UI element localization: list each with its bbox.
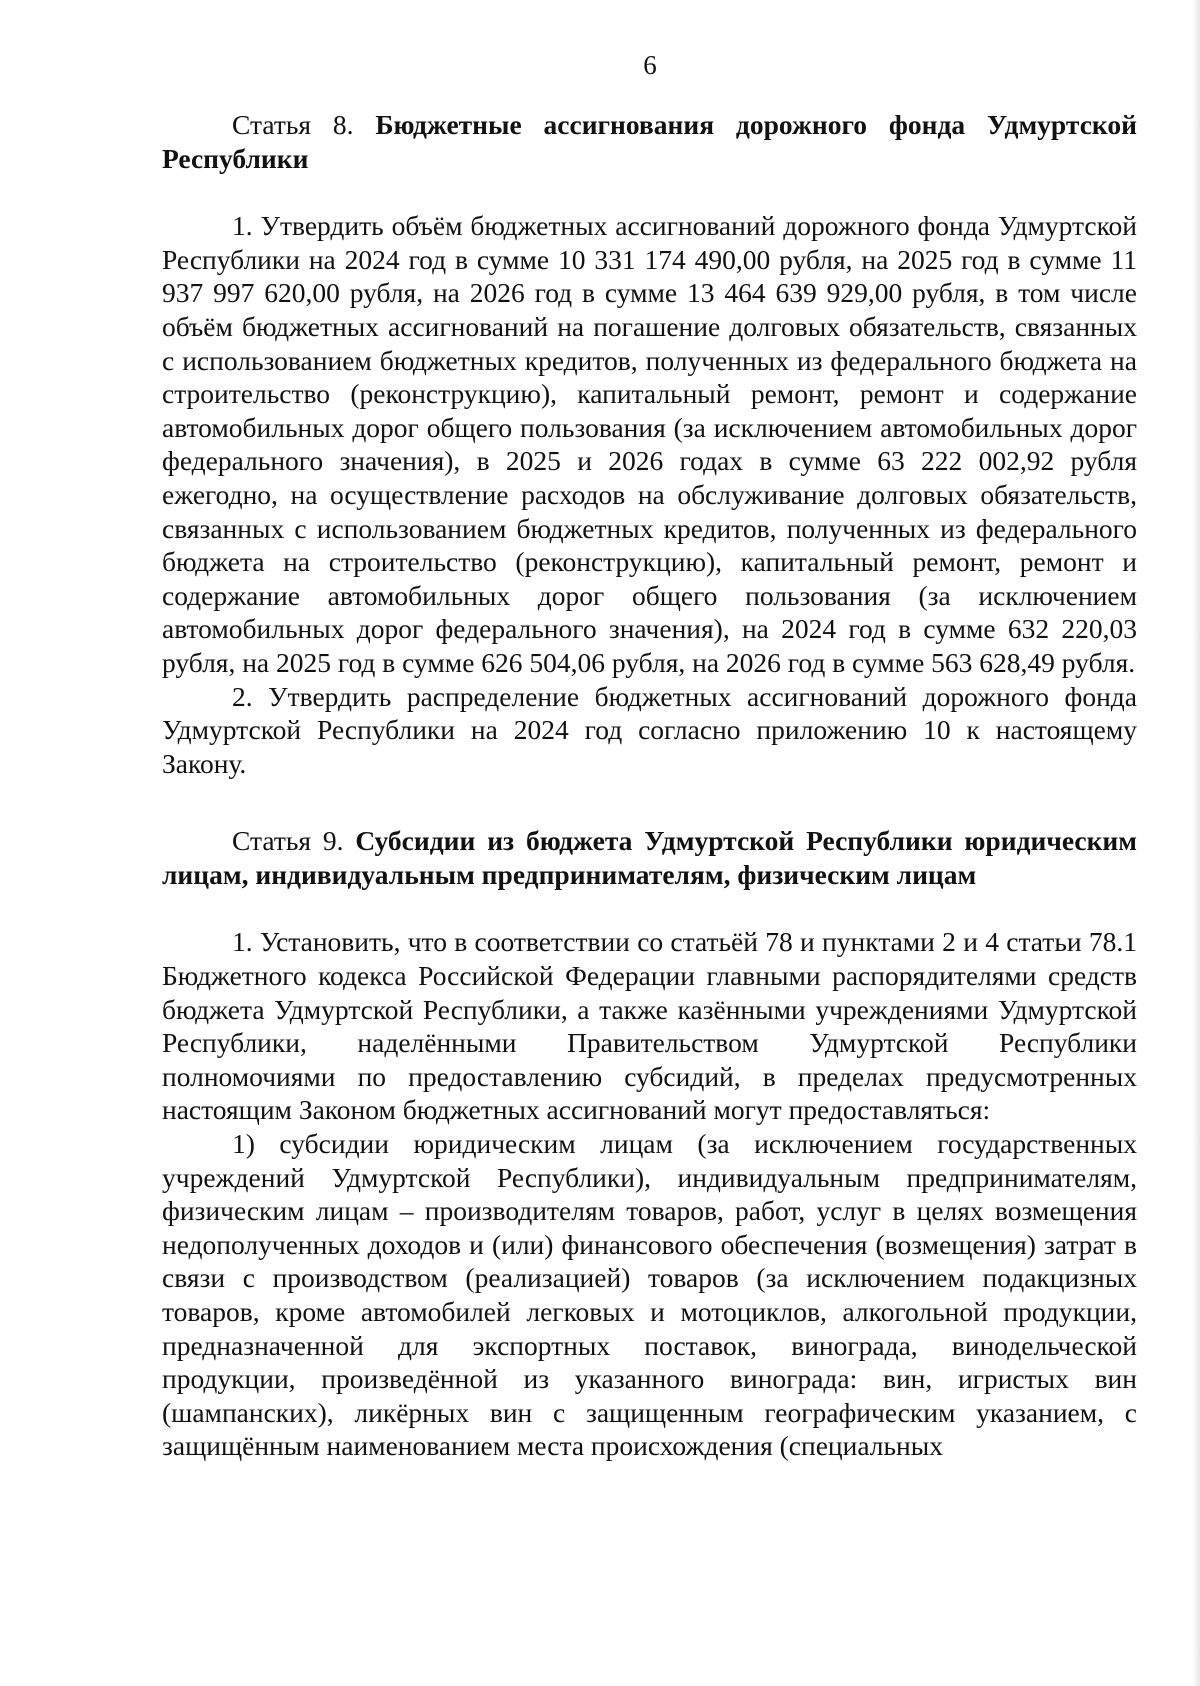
article-9-title: Субсидии из бюджета Удмуртской Республики юридическим лицам, индивидуальным предпринимателям, физическим лицам xyxy=(162,825,1137,890)
article-8-paragraph-2: 2. Утвердить распределение бюджетных ассигнований дорожного фонда Удмуртской Республики на 2024 год согласно приложению 10 к настоящему Закону. xyxy=(162,680,1137,779)
article-9-heading xyxy=(162,824,1137,891)
article-8-paragraph-1: 1. Утвердить объём бюджетных ассигнований дорожного фонда Удмуртской Республики на 2024 год в сумме 10 331 174 490,00 рубля, на 2025 год в сумме 11 937 997 620,00 рубля, на 2026 год в сумме 13 464 639 929,00 рубля, в том числе объём бюджетных ассигнований на погашение долговых обязательств, связанных с использованием бюджетных кредитов, полученных из федерального бюджета на строительство (реконструкцию), капитальный ремонт, ремонт и содержание автомобильных дорог общего пользования (за исключением автомобильных дорог федерального значения), в 2025 и 2026 годах в сумме 63 222 002,92 рубля ежегодно, на осуществление расходов на обслуживание долговых обязательств, связанных с использованием бюджетных кредитов, полученных из федерального бюджета на строительство (реконструкцию), капитальный ремонт, ремонт и содержание автомобильных дорог общего пользования (за исключением автомобильных дорог федерального значения), на 2024 год в сумме 632 220,03 рубля, на 2025 год в сумме 626 504,06 рубля, на 2026 год в сумме 563 628,49 рубля. xyxy=(162,210,1137,678)
page-edge-scan-artifact xyxy=(1192,0,1200,1686)
document-body xyxy=(162,108,1137,1463)
page-number: 6 xyxy=(643,50,657,80)
article-8-heading xyxy=(162,108,1137,175)
article-9-paragraph-1: 1. Установить, что в соответствии со статьёй 78 и пунктами 2 и 4 статьи 78.1 Бюджетного кодекса Российской Федерации главными распорядителями средств бюджета Удмуртской Республики, а также казёнными учреждениями Удмуртской Республики, наделёнными Правительством Удмуртской Республики полномочиями по предоставлению субсидий, в пределах предусмотренных настоящим Законом бюджетных ассигнований могут предоставляться: xyxy=(162,926,1137,1126)
article-8-title: Бюджетные ассигнования дорожного фонда Удмуртской Республики xyxy=(162,109,1137,174)
article-9-paragraph-2: 1) субсидии юридическим лицам (за исключением государственных учреждений Удмуртской Республики), индивидуальным предпринимателям, физическим лицам – производителям товаров, работ, услуг в целях возмещения недополученных доходов и (или) финансового обеспечения (возмещения) затрат в связи с производством (реализацией) товаров (за исключением подакцизных товаров, кроме автомобилей легковых и мотоциклов, алкогольной продукции, предназначенной для экспортных поставок, винограда, винодельческой продукции, произведённой из указанного винограда: вин, игристых вин (шампанских), ликёрных вин с защищенным географическим указанием, с защищённым наименованием места происхождения (специальных xyxy=(162,1128,1137,1462)
article-8-label: Статья 8. xyxy=(232,109,354,140)
article-9-label: Статья 9. xyxy=(232,825,344,857)
